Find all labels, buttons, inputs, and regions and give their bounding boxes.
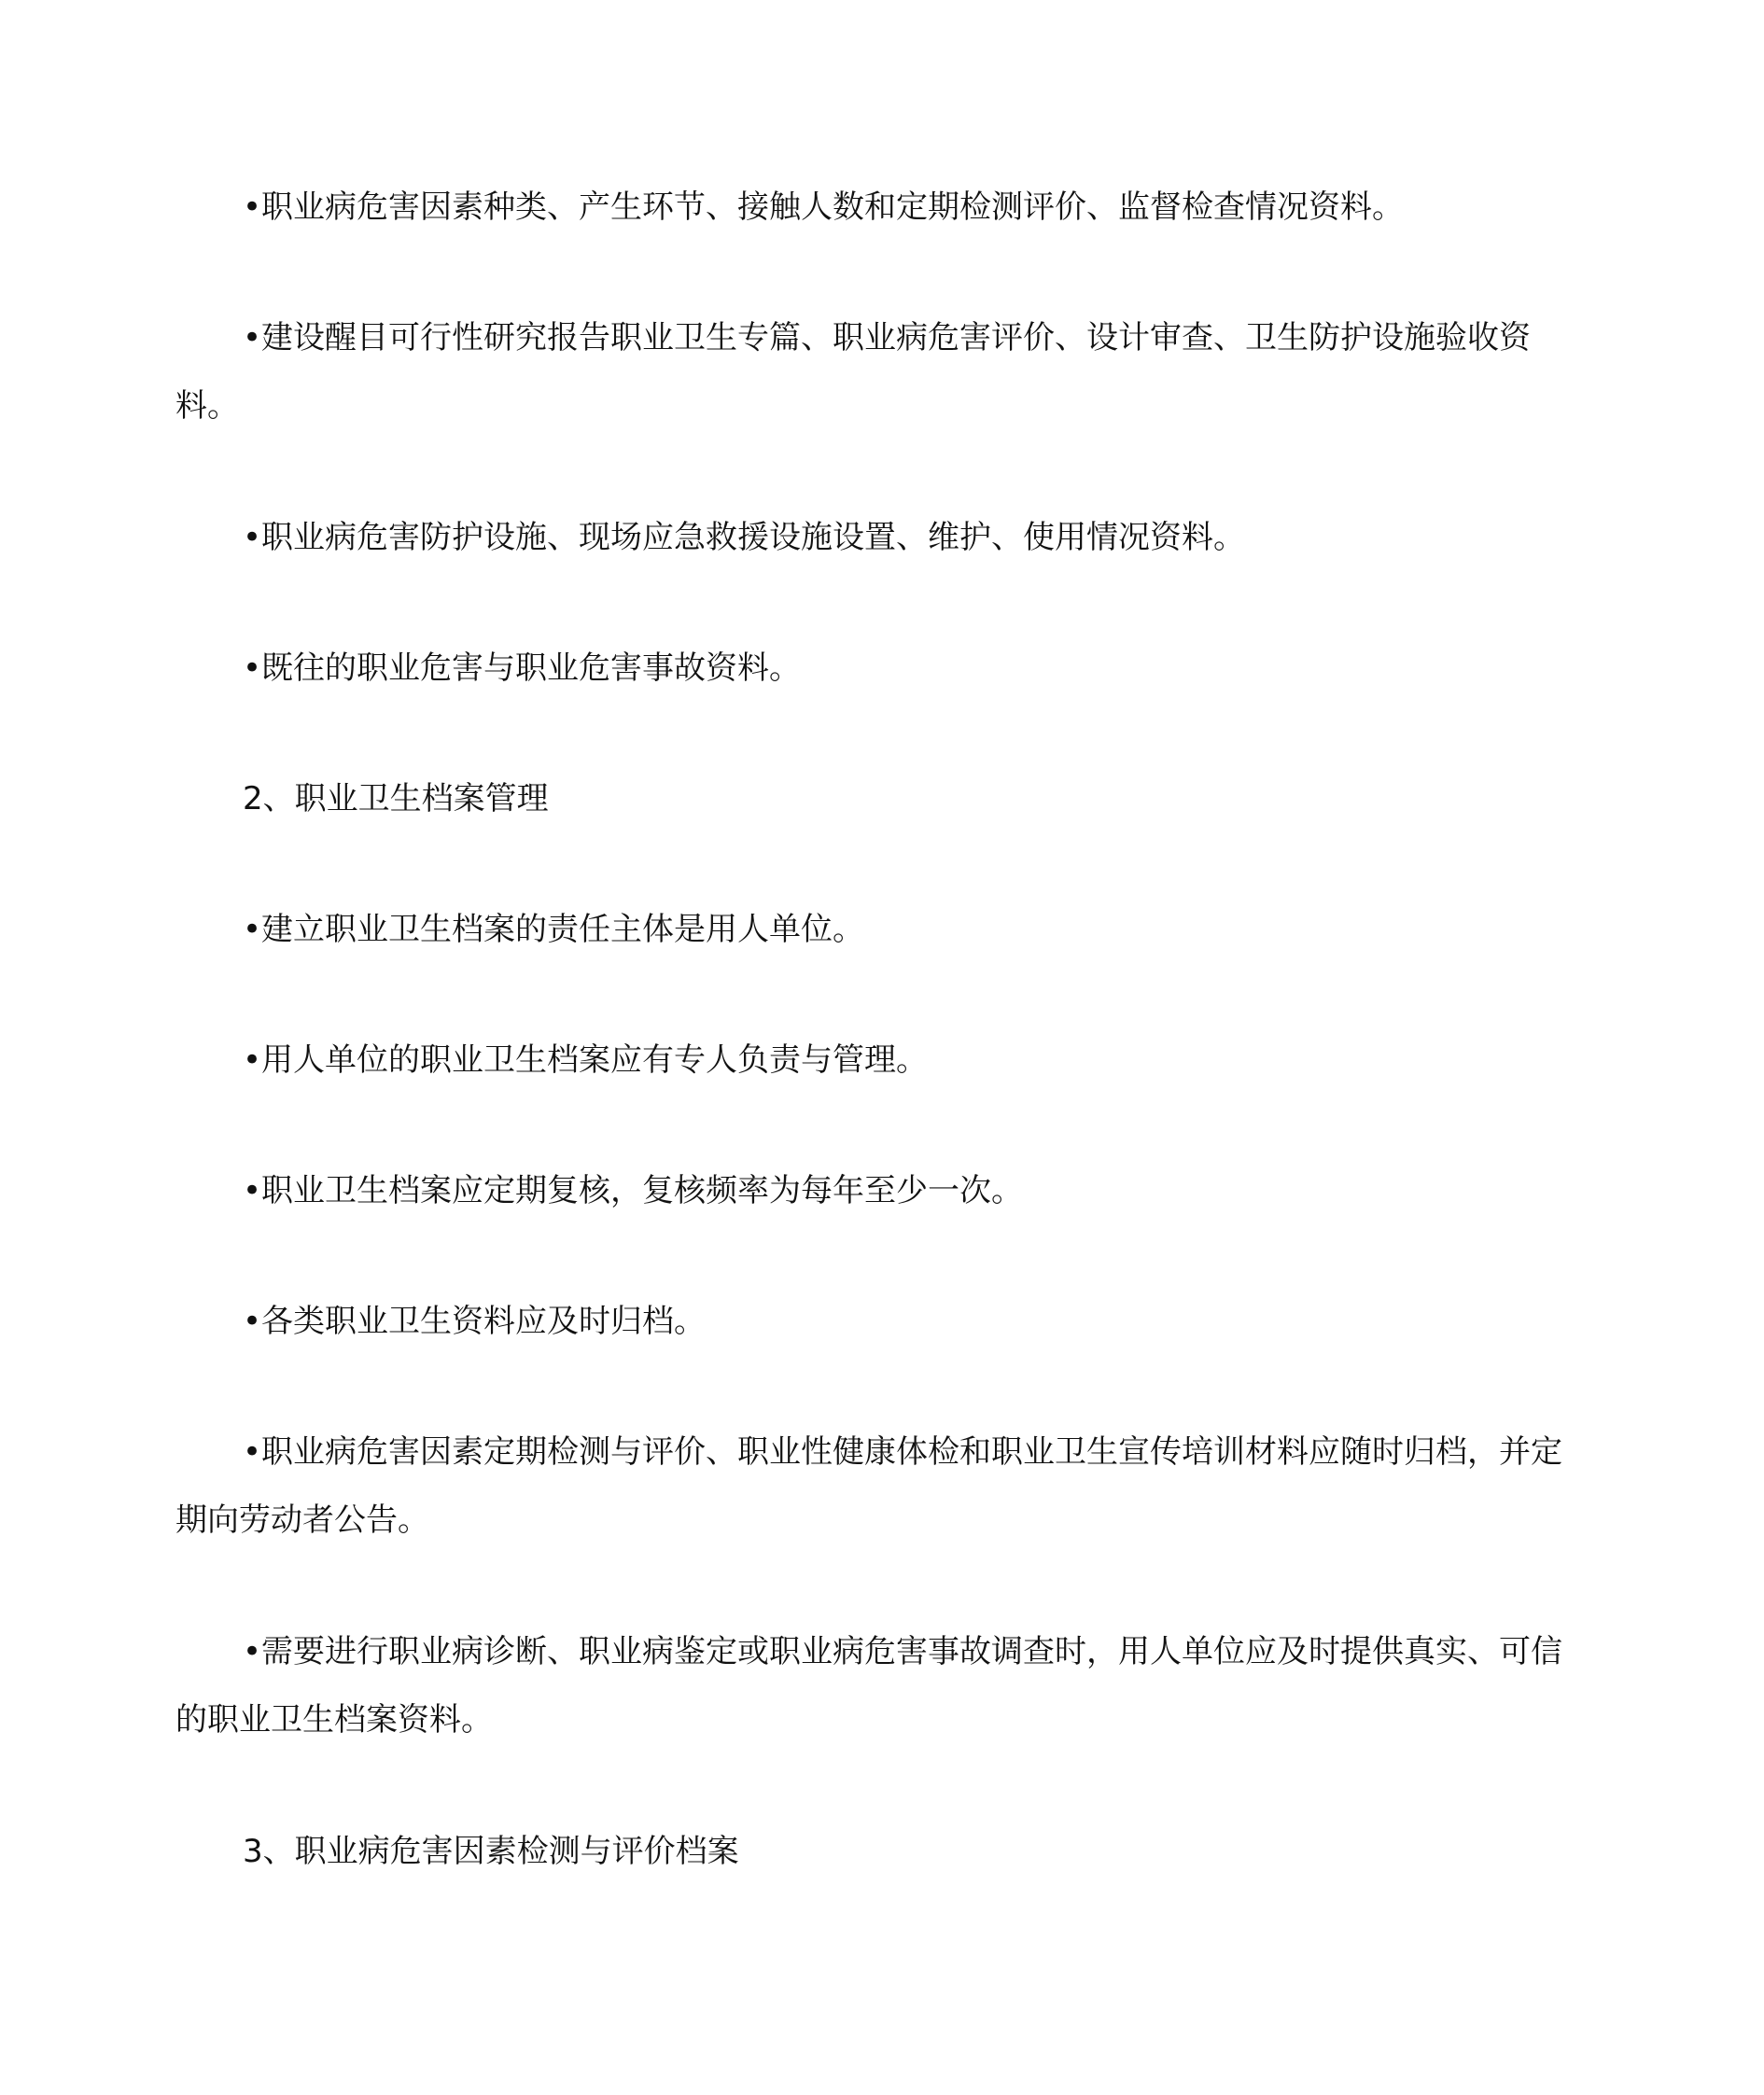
- paragraph-timely-filing: •各类职业卫生资料应及时归档。: [243, 1303, 707, 1340]
- paragraph-diagnosis-provision: •需要进行职业病诊断、职业病鉴定或职业病危害事故调查时，用人单位应及时提供真实、可信的职业卫生档案资料。: [175, 1633, 1563, 1739]
- paragraph-periodic-review: •职业卫生档案应定期复核，复核频率为每年至少一次。: [243, 1172, 1024, 1209]
- paragraph-past-hazard-records: •既往的职业危害与职业危害事故资料。: [243, 649, 802, 687]
- paragraph-filing-and-announcement: •职业病危害因素定期检测与评价、职业性健康体检和职业卫生宣传培训材料应随时归档，并定期向劳动者公告。: [175, 1433, 1563, 1539]
- paragraph-construction-project-records: •建设醒目可行性研究报告职业卫生专篇、职业病危害评价、设计审查、卫生防护设施验收资料。: [175, 319, 1532, 425]
- paragraph-responsible-party: •建立职业卫生档案的责任主体是用人单位。: [243, 911, 865, 948]
- section-heading-archive-management: 2、职业卫生档案管理: [243, 780, 549, 817]
- paragraph-protection-facility-records: •职业病危害防护设施、现场应急救援设施设置、维护、使用情况资料。: [243, 519, 1246, 556]
- paragraph-hazard-factor-records: •职业病危害因素种类、产生环节、接触人数和定期检测评价、监督检查情况资料。: [243, 189, 1405, 226]
- paragraph-dedicated-manager: •用人单位的职业卫生档案应有专人负责与管理。: [243, 1041, 929, 1079]
- section-heading-detection-evaluation-archive: 3、职业病危害因素检测与评价档案: [243, 1833, 739, 1870]
